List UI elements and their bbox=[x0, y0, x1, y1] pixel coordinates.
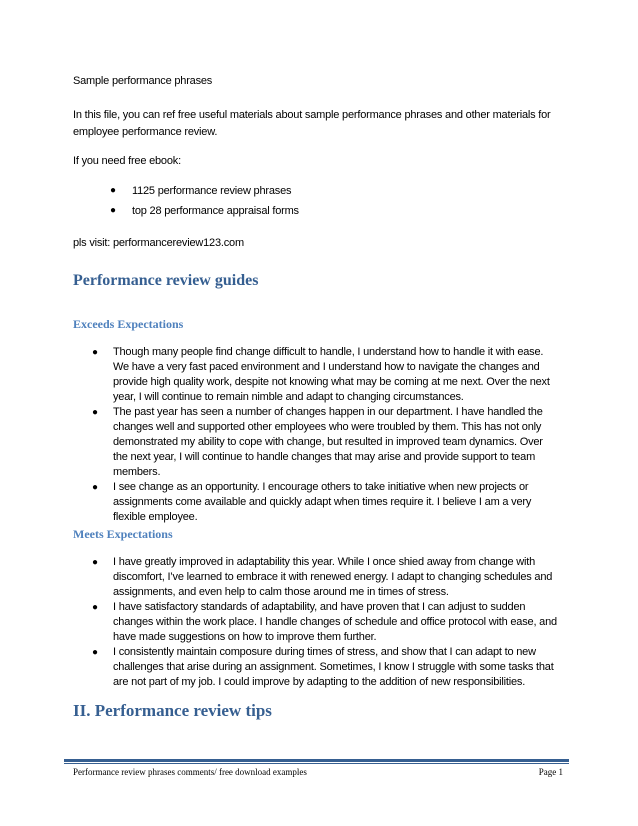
visit-link-text: pls visit: performancereview123.com bbox=[73, 237, 244, 249]
item-line: We have a very fast paced environment and I understand how to navigate the changes and bbox=[113, 361, 540, 373]
item-line: I consistently maintain composure during times of stress, and show that I can adapt to new bbox=[113, 646, 536, 658]
item-line: flexible employee. bbox=[113, 511, 198, 523]
exceeds-list bbox=[92, 345, 562, 525]
item-line: The past year has seen a number of changes happen in our department. I have handled the bbox=[113, 406, 543, 418]
item-line: demonstrated my ability to cope with change, but resulted in improved team dynamics. Over bbox=[113, 436, 543, 448]
ebook-intro: If you need free ebook: bbox=[73, 155, 181, 167]
item-line: I see change as an opportunity. I encourage others to take initiative when new projects or bbox=[113, 481, 529, 493]
ebook-list bbox=[110, 181, 530, 221]
item-line: changes well and supported other employees who were troubled by them. This has not only bbox=[113, 421, 542, 433]
ebook-item-1: 1125 performance review phrases bbox=[132, 185, 292, 197]
item-line: are not part of my job. I could improve by adapting to the addition of new responsibilities. bbox=[113, 676, 526, 688]
item-line: changes within the work place. I handle changes of schedule and office protocol with ease, and bbox=[113, 616, 557, 628]
intro-desc-line-1: In this file, you can ref free useful materials about sample performance phrases and other materials for bbox=[73, 109, 551, 121]
bullet-icon: ● bbox=[92, 647, 98, 658]
list-item bbox=[110, 181, 530, 201]
list-item bbox=[92, 405, 562, 480]
doc-title: Sample performance phrases bbox=[73, 75, 213, 87]
list-item bbox=[92, 645, 562, 690]
bullet-icon: ● bbox=[92, 557, 98, 568]
item-line: have made suggestions on how to improve them further. bbox=[113, 631, 377, 643]
list-item bbox=[92, 555, 562, 600]
footer-rule-thin bbox=[64, 763, 569, 764]
list-item bbox=[92, 480, 562, 525]
item-line: members. bbox=[113, 466, 161, 478]
section-heading-tips: II. Performance review tips bbox=[73, 701, 272, 720]
item-line: year, I will continue to remain nimble and adapt to changing circumstances. bbox=[113, 391, 464, 403]
item-line: assignments, and even help to calm those around me in times of stress. bbox=[113, 586, 449, 598]
bullet-icon: ● bbox=[92, 602, 98, 613]
item-line: I have satisfactory standards of adaptability, and have proven that I can adjust to sudden bbox=[113, 601, 526, 613]
subheading-meets: Meets Expectations bbox=[73, 527, 173, 541]
list-item bbox=[92, 600, 562, 645]
item-line: provide high quality work, despite not knowing what may be coming at me next. Over the next bbox=[113, 376, 550, 388]
page-number: Page 1 bbox=[538, 767, 563, 777]
list-item bbox=[110, 201, 530, 221]
item-line: challenges that arise during an assignment. Sometimes, I know I struggle with some tasks that bbox=[113, 661, 554, 673]
bullet-icon: ● bbox=[110, 185, 116, 196]
item-line: discomfort, I’ve learned to embrace it with renewed energy. I adapt to changing schedules and bbox=[113, 571, 553, 583]
section-heading-guides: Performance review guides bbox=[73, 272, 259, 289]
intro-desc-line-2: employee performance review. bbox=[73, 126, 218, 138]
item-line: I have greatly improved in adaptability this year. While I once shied away from change with bbox=[113, 556, 536, 568]
bullet-icon: ● bbox=[110, 205, 116, 216]
footer-rule-thick bbox=[64, 759, 569, 762]
bullet-icon: ● bbox=[92, 482, 98, 493]
bullet-icon: ● bbox=[92, 407, 98, 418]
item-line: assignments come available and quickly adapt when times require it. I believe I am a very bbox=[113, 496, 532, 508]
footer-text: Performance review phrases comments/ free download examples bbox=[73, 767, 307, 777]
item-line: Though many people find change difficult to handle, I understand how to handle it with ease. bbox=[113, 346, 544, 358]
bullet-icon: ● bbox=[92, 347, 98, 358]
item-line: the next year, I will continue to handle changes that may arise and provide support to team bbox=[113, 451, 536, 463]
subheading-exceeds: Exceeds Expectations bbox=[73, 317, 184, 331]
meets-list bbox=[92, 555, 562, 690]
list-item bbox=[92, 345, 562, 405]
ebook-item-2: top 28 performance appraisal forms bbox=[132, 205, 299, 217]
